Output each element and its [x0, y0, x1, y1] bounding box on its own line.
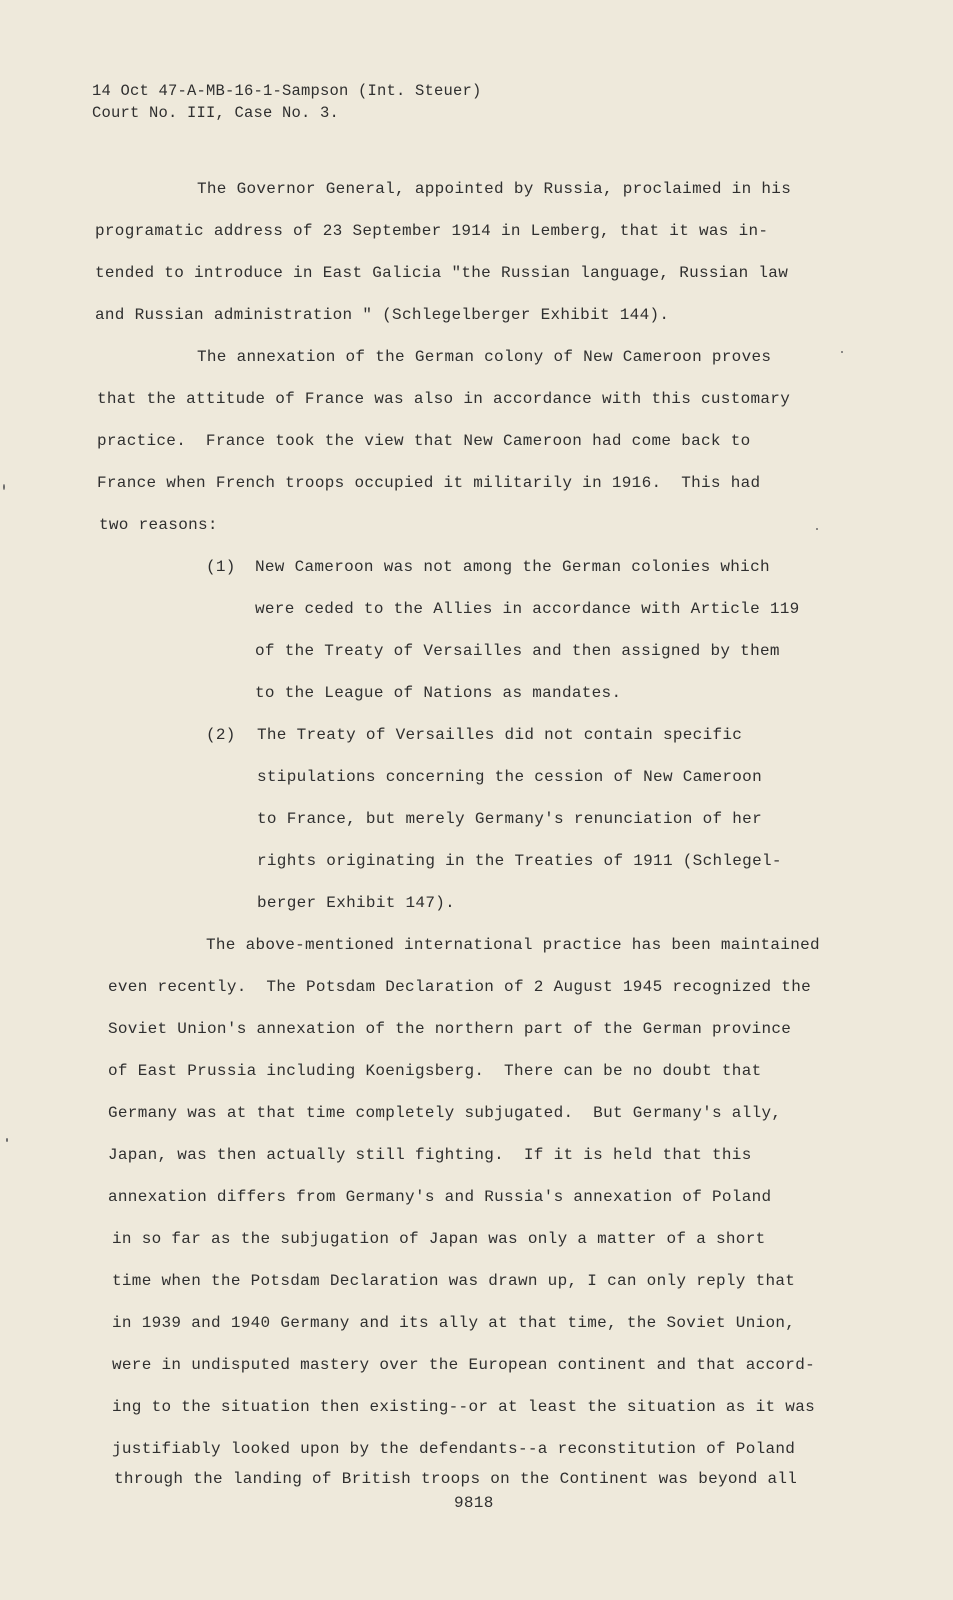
- text-line: New Cameroon was not among the German colonies which: [255, 558, 770, 576]
- page-number: 9818: [454, 1494, 494, 1512]
- text-line: The Treaty of Versailles did not contain specific: [257, 726, 743, 744]
- text-line: even recently. The Potsdam Declaration of 2 August 1945 recognized the: [108, 978, 812, 996]
- text-line: France when French troops occupied it militarily in 1916. This had: [97, 474, 761, 492]
- text-line: Germany was at that time completely subjugated. But Germany's ally,: [108, 1104, 782, 1122]
- text-line: berger Exhibit 147).: [257, 894, 456, 912]
- document-header: [92, 80, 482, 124]
- text-line: in so far as the subjugation of Japan was only a matter of a short: [112, 1230, 766, 1248]
- text-line: and Russian administration " (Schlegelberger Exhibit 144).: [95, 306, 670, 324]
- text-line: in 1939 and 1940 Germany and its ally at that time, the Soviet Union,: [112, 1314, 796, 1332]
- scan-speck: [841, 351, 843, 353]
- header-case-reference: 14 Oct 47-A-MB-16-1-Sampson (Int. Steuer): [92, 82, 482, 100]
- text-line: programatic address of 23 September 1914 in Lemberg, that it was in-: [95, 222, 769, 240]
- text-line: through the landing of British troops on the Continent was beyond all: [114, 1470, 798, 1488]
- text-line: time when the Potsdam Declaration was drawn up, I can only reply that: [112, 1272, 796, 1290]
- text-line: practice. France took the view that New Cameroon had come back to: [97, 432, 751, 450]
- scan-speck: [6, 1138, 8, 1142]
- text-line: Japan, was then actually still fighting. If it is held that this: [108, 1146, 752, 1164]
- text-line: were ceded to the Allies in accordance with Article 119: [255, 600, 800, 618]
- text-line: of the Treaty of Versailles and then assigned by them: [255, 642, 780, 660]
- text-line: The annexation of the German colony of New Cameroon proves: [197, 348, 772, 366]
- text-line: were in undisputed mastery over the European continent and that accord-: [112, 1356, 816, 1374]
- text-line: The above-mentioned international practice has been maintained: [206, 936, 820, 954]
- header-court-number: Court No. III, Case No. 3.: [92, 104, 340, 122]
- text-line: two reasons:: [99, 516, 218, 534]
- text-line: to the League of Nations as mandates.: [255, 684, 622, 702]
- list-item-number: (2): [206, 726, 236, 744]
- text-line: that the attitude of France was also in accordance with this customary: [97, 390, 791, 408]
- text-line: tended to introduce in East Galicia "the Russian language, Russian law: [95, 264, 789, 282]
- text-line: annexation differs from Germany's and Russia's annexation of Poland: [108, 1188, 772, 1206]
- text-line: The Governor General, appointed by Russia, proclaimed in his: [197, 180, 792, 198]
- text-line: stipulations concerning the cession of New Cameroon: [257, 768, 762, 786]
- text-line: Soviet Union's annexation of the northern part of the German province: [108, 1020, 792, 1038]
- text-line: of East Prussia including Koenigsberg. There can be no doubt that: [108, 1062, 762, 1080]
- scan-speck: [816, 528, 818, 530]
- scan-speck: [3, 484, 5, 490]
- text-line: ing to the situation then existing--or at least the situation as it was: [112, 1398, 816, 1416]
- text-line: to France, but merely Germany's renunciation of her: [257, 810, 762, 828]
- list-item-number: (1): [206, 558, 236, 576]
- text-line: justifiably looked upon by the defendants--a reconstitution of Poland: [112, 1440, 796, 1458]
- text-line: rights originating in the Treaties of 1911 (Schlegel-: [257, 852, 782, 870]
